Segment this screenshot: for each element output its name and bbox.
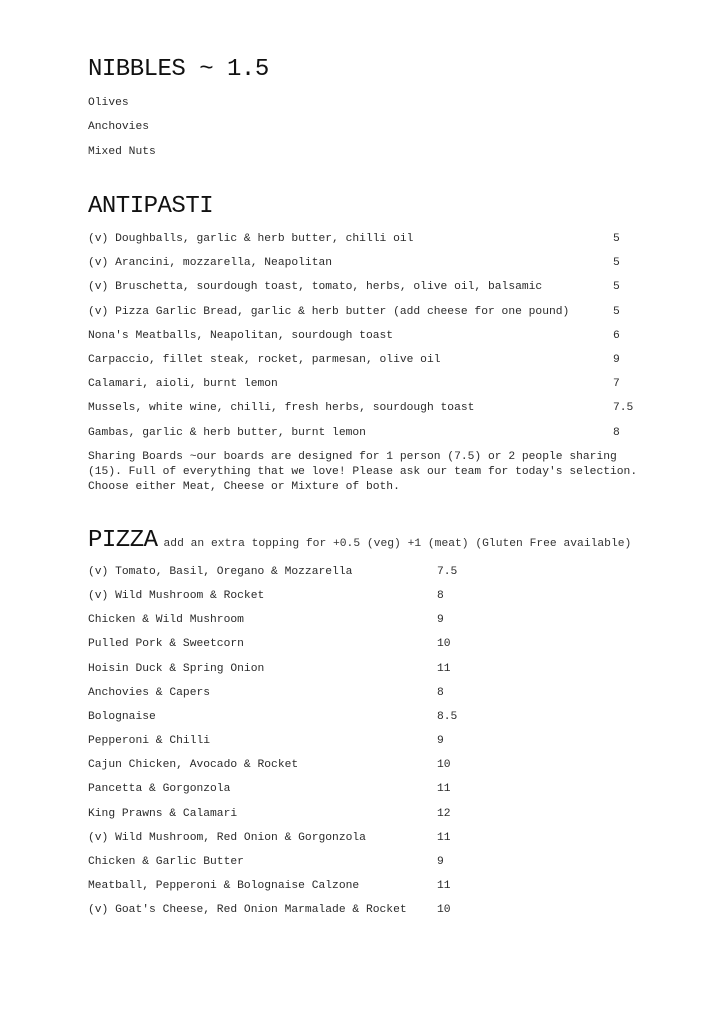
- antipasti-item-name: (v) Doughballs, garlic & herb butter, chilli oil: [88, 233, 414, 245]
- nibble-item: Anchovies: [88, 121, 150, 134]
- pizza-item-price: 9: [437, 614, 444, 627]
- antipasti-item-name: Nona's Meatballs, Neapolitan, sourdough toast: [88, 329, 394, 342]
- pizza-item-name: Anchovies & Capers: [88, 686, 211, 699]
- antipasti-item-name: Calamari, aioli, burnt lemon: [88, 378, 278, 391]
- antipasti-heading: ANTIPASTI: [88, 193, 214, 220]
- pizza-item-name: Chicken & Garlic Butter: [88, 855, 244, 868]
- pizza-item-price: 11: [437, 662, 451, 675]
- antipasti-item-price: 5: [613, 305, 620, 318]
- pizza-item-price: 11: [437, 783, 451, 796]
- antipasti-item-price: 9: [613, 354, 620, 366]
- antipasti-item-price: 5: [613, 281, 620, 294]
- pizza-item-name: Chicken & Wild Mushroom: [88, 614, 244, 627]
- pizza-item-price: 8: [437, 686, 444, 699]
- antipasti-item-name: (v) Pizza Garlic Bread, garlic & herb butter (add cheese for one pound): [88, 305, 570, 318]
- pizza-item-name: Pulled Pork & Sweetcorn: [88, 638, 244, 651]
- pizza-item-name: King Prawns & Calamari: [88, 807, 238, 820]
- pizza-item-name: (v) Goat's Cheese, Red Onion Marmalade & Rocket: [88, 904, 407, 917]
- antipasti-item-name: Mussels, white wine, chilli, fresh herbs, sourdough toast: [88, 402, 475, 415]
- pizza-item-price: 11: [437, 831, 451, 844]
- pizza-item-price: 11: [437, 879, 451, 892]
- antipasti-item-price: 8: [613, 426, 620, 439]
- antipasti-item-name: Carpaccio, fillet steak, rocket, parmesan, olive oil: [88, 354, 441, 366]
- sharing-boards-note: Sharing Boards ~our boards are designed for 1 person (7.5) or 2 people sharing (15). Full of everything that we love! Please ask our team for today's selection. Choose either Meat, Cheese or Mixture of both.: [88, 451, 638, 493]
- pizza-item-price: 10: [437, 759, 451, 772]
- pizza-item-price: 7.5: [437, 566, 458, 578]
- pizza-item-price: 10: [437, 638, 451, 651]
- pizza-item-name: Bolognaise: [88, 710, 156, 723]
- pizza-note: add an extra topping for +0.5 (veg) +1 (meat) (Gluten Free available): [163, 538, 632, 550]
- pizza-item-name: Cajun Chicken, Avocado & Rocket: [88, 759, 299, 772]
- pizza-heading: [88, 527, 631, 554]
- antipasti-item-price: 7: [613, 378, 620, 391]
- antipasti-item-price: 5: [613, 233, 620, 245]
- pizza-item-name: (v) Tomato, Basil, Oregano & Mozzarella: [88, 566, 353, 578]
- nibbles-heading: NIBBLES ~ 1.5: [88, 56, 269, 83]
- pizza-item-price: 8.5: [437, 710, 458, 723]
- pizza-item-price: 12: [437, 807, 451, 820]
- antipasti-item-price: 7.5: [613, 402, 634, 415]
- antipasti-item-name: (v) Bruschetta, sourdough toast, tomato, herbs, olive oil, balsamic: [88, 281, 543, 294]
- pizza-item-price: 9: [437, 735, 444, 748]
- pizza-item-name: Meatball, Pepperoni & Bolognaise Calzone: [88, 879, 360, 892]
- pizza-item-name: Hoisin Duck & Spring Onion: [88, 662, 265, 675]
- antipasti-item-name: Gambas, garlic & herb butter, burnt lemon: [88, 426, 366, 439]
- pizza-title: PIZZA: [88, 527, 158, 554]
- pizza-item-name: Pepperoni & Chilli: [88, 735, 211, 748]
- antipasti-item-price: 5: [613, 257, 620, 270]
- pizza-item-name: (v) Wild Mushroom, Red Onion & Gorgonzola: [88, 831, 366, 844]
- pizza-item-name: (v) Wild Mushroom & Rocket: [88, 590, 265, 603]
- nibble-item: Olives: [88, 97, 129, 109]
- pizza-item-name: Pancetta & Gorgonzola: [88, 783, 231, 796]
- antipasti-item-price: 6: [613, 329, 620, 342]
- antipasti-item-name: (v) Arancini, mozzarella, Neapolitan: [88, 257, 333, 270]
- pizza-item-price: 10: [437, 904, 451, 917]
- nibble-item: Mixed Nuts: [88, 145, 156, 158]
- pizza-item-price: 8: [437, 590, 444, 603]
- pizza-item-price: 9: [437, 855, 444, 868]
